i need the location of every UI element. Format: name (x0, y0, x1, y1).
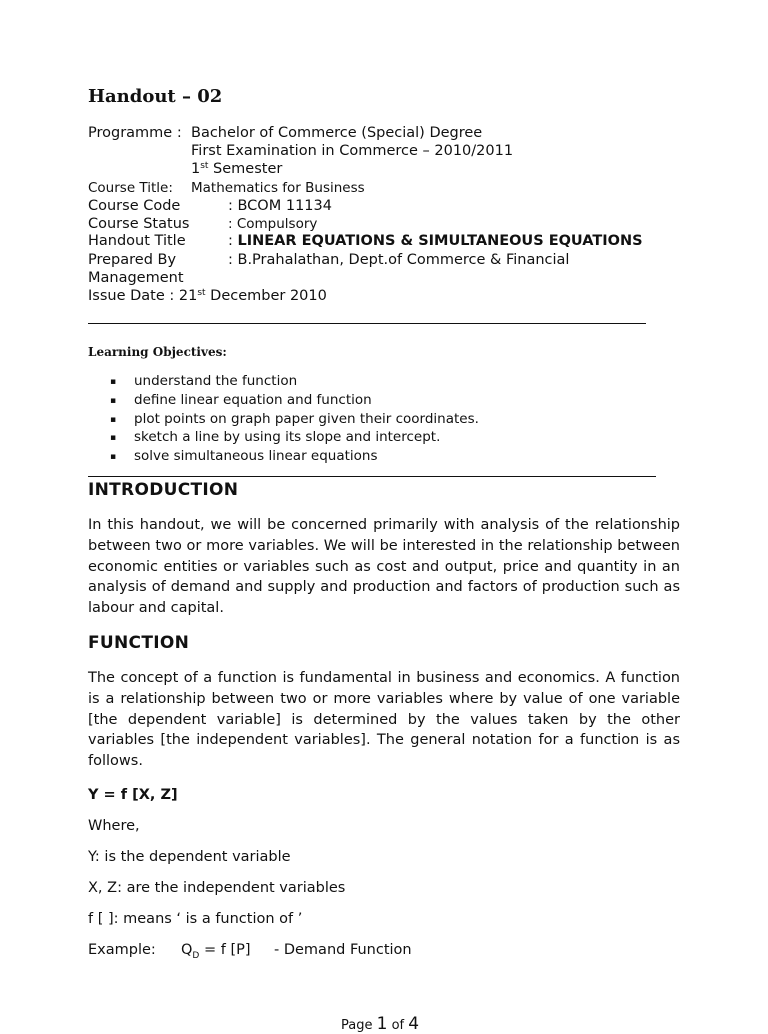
page-total: 4 (408, 1014, 420, 1034)
semester-number: 1 (191, 161, 201, 177)
issue-date-line (88, 287, 327, 305)
prepared-by-continuation: Management (88, 270, 184, 286)
handout-title-value: LINEAR EQUATIONS & SIMULTANEOUS EQUATIONS (237, 233, 643, 249)
semester-line (191, 160, 282, 178)
where-text: Where, (88, 818, 140, 834)
page-footer (341, 1014, 419, 1034)
handout-title-colon: : (228, 233, 238, 249)
prepared-by-value: : B.Prahalathan, Dept.of Commerce & Financial (228, 252, 570, 268)
course-title-label: Course Title: (88, 180, 173, 196)
learning-objectives-list (110, 373, 479, 467)
list-item (110, 429, 479, 448)
function-heading: FUNCTION (88, 633, 190, 653)
function-equation: Y = f [X, Z] (88, 787, 178, 803)
semester-text: Semester (208, 161, 283, 177)
function-notation-definition: f [ ]: means ‘ is a function of ’ (88, 911, 303, 927)
programme-line2: First Examination in Commerce – 2010/2011 (191, 143, 514, 159)
course-code-value: : BCOM 11134 (228, 198, 332, 214)
issue-date-prefix: : 21 (164, 288, 198, 304)
list-item-text: understand the function (134, 373, 298, 389)
course-code-label: Course Code (88, 198, 181, 214)
bullet-icon: ▪ (110, 433, 117, 444)
page-word: Page (341, 1018, 377, 1033)
list-item (110, 373, 479, 392)
course-status-value: : Compulsory (228, 216, 318, 232)
introduction-heading: INTRODUCTION (88, 480, 239, 500)
bullet-icon: ▪ (110, 414, 117, 425)
issue-date-suffix: December 2010 (205, 288, 327, 304)
handout-title-line (228, 232, 643, 250)
issue-date-superscript: st (197, 288, 206, 298)
handout-title-label: Handout Title (88, 233, 186, 249)
dependent-variable-definition: Y: is the dependent variable (88, 849, 291, 865)
list-item (110, 448, 479, 467)
function-paragraph: The concept of a function is fundamental in business and economics. A function is a relationship between two or more variables where by value of one variable [the dependent variable] is determined by the values taken by the other variables [the independent variables]. The general notation for a function is as follows. (88, 670, 680, 770)
example-rest: = f [P] (199, 942, 251, 958)
list-item (110, 411, 479, 430)
example-description: - Demand Function (274, 942, 412, 958)
course-title-value: Mathematics for Business (191, 180, 365, 196)
divider-bottom (88, 476, 656, 477)
example-subscript: D (192, 950, 200, 961)
of-word: of (387, 1018, 409, 1033)
example-equation (181, 942, 251, 961)
bullet-icon: ▪ (110, 395, 117, 406)
semester-superscript: st (200, 161, 209, 171)
example-q: Q (181, 942, 193, 958)
divider-top (88, 323, 646, 324)
handout-title: Handout – 02 (88, 86, 223, 107)
list-item (110, 392, 479, 411)
programme-label: Programme : (88, 125, 182, 141)
learning-objectives-heading: Learning Objectives: (88, 345, 227, 359)
example-label: Example: (88, 942, 156, 958)
introduction-paragraph: In this handout, we will be concerned primarily with analysis of the relationship between two or more variables. We will be interested in the relationship between economic entities or variables such as cost and output, price and quantity in an analysis of demand and supply and production and factors of production such as labour and capital. (88, 517, 680, 617)
issue-date-label: Issue Date (88, 288, 165, 304)
independent-variables-definition: X, Z: are the independent variables (88, 880, 346, 896)
programme-line1: Bachelor of Commerce (Special) Degree (191, 125, 483, 141)
list-item-text: define linear equation and function (134, 391, 372, 408)
list-item-text: plot points on graph paper given their coordinates. (134, 410, 479, 427)
prepared-by-label: Prepared By (88, 252, 177, 268)
page-number: 1 (376, 1014, 388, 1034)
list-item-text: sketch a line by using its slope and intercept. (134, 429, 441, 446)
course-status-label: Course Status (88, 216, 190, 232)
list-item-text: solve simultaneous linear equations (134, 448, 378, 465)
bullet-icon: ▪ (110, 452, 117, 463)
bullet-icon: ▪ (110, 377, 117, 387)
